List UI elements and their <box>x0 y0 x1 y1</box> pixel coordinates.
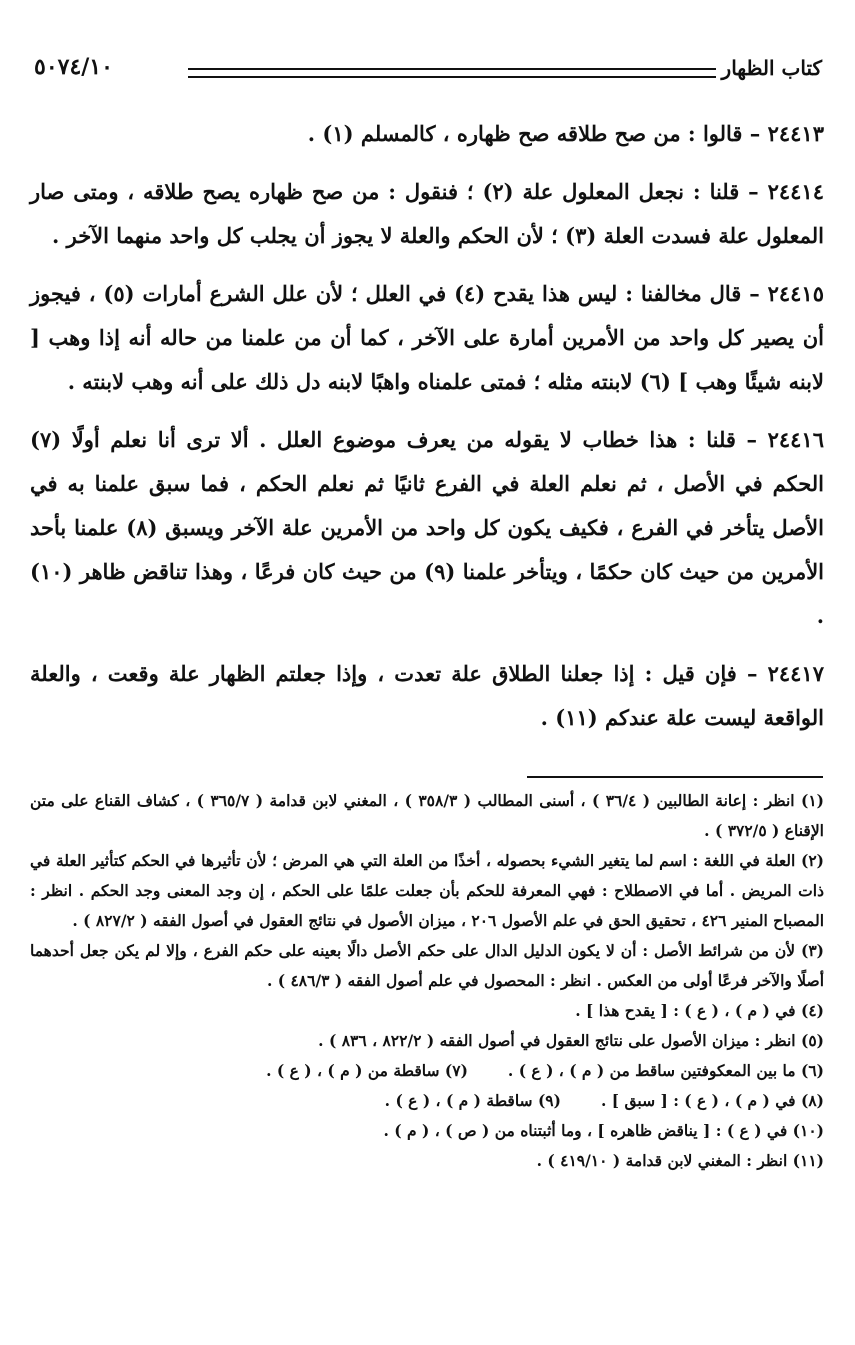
paragraph <box>30 112 824 156</box>
footnote: (٣) لأن من شرائط الأصل : أن لا يكون الدليل الدال على حكم الأصل دالًا بعينه على حكم الفرع ، وإلا لم يكن جعل أحدهما أصلًا والآخر فرعًا أولى من العكس . انظر : المحصول في علم أصول الفقه ( ٤٨٦/٣ ) . <box>30 941 824 990</box>
paragraph-number: ٢٤٤١٣ <box>767 121 824 146</box>
footnote: (٤) في ( م ) ، ( ع ) : [ يقدح هذا ] . <box>575 1001 824 1020</box>
paragraph-text: – فإن قيل : إذا جعلنا الطلاق علة تعدت ، وإذا جعلتم الظهار علة وقعت ، والعلة الواقعة ليست علة عندكم (١١) . <box>30 661 824 730</box>
footnote: (٩) ساقطة ( م ) ، ( ع ) . <box>384 1091 561 1110</box>
paragraph <box>30 652 824 740</box>
paragraph-text: – قلنا : هذا خطاب لا يقوله من يعرف موضوع العلل . ألا ترى أنا نعلم أولًا (٧) الحكم في الأصل ، ثم نعلم العلة في الفرع ثانيًا ثم نعلم الحكم ، فما سبق علمنا به في الأصل يتأخر في الفرع ، فكيف يكون كل واحد من الأمرين علة الآخر ويسبق (٨) علمنا بأحد الأمرين من حيث كان حكمًا ، ويتأخر علمنا (٩) من حيث كان فرعًا ، وهذا تناقض ظاهر (١٠) . <box>30 427 825 628</box>
header-double-rule <box>188 68 716 78</box>
paragraph-text: – قلنا : نجعل المعلول علة (٢) ؛ فنقول : من صح ظهاره يصح طلاقه ، ومتى صار المعلول علة فسدت العلة (٣) ؛ لأن الحكم والعلة لا يجوز أن يجلب كل واحد منهما الآخر . <box>30 179 824 248</box>
paragraph-number: ٢٤٤١٤ <box>767 179 824 204</box>
paragraph <box>30 418 824 638</box>
footnote-separator <box>527 776 823 778</box>
paragraph-text: – قال مخالفنا : ليس هذا يقدح (٤) في العلل ؛ لأن علل الشرع أمارات (٥) ، فيجوز أن يصير كل واحد من الأمرين أمارة على الآخر ، كما أن من علمنا من حاله أنه إذا وهب [ لابنه شيئًا وهب ] (٦) لابنته مثله ؛ فمتى علمناه واهبًا لابنه دل ذلك على أنه وهب لابنته . <box>30 281 824 394</box>
footnote: (٧) ساقطة من ( م ) ، ( ع ) . <box>266 1061 468 1080</box>
footnote: (١١) انظر : المغني لابن قدامة ( ٤١٩/١٠ ) . <box>536 1151 824 1170</box>
footnote-row <box>30 1086 824 1116</box>
page-number: ٥٠٧٤/١٠ <box>34 54 113 80</box>
footnote: (٨) في ( م ) ، ( ع ) : [ سبق ] . <box>600 1091 824 1110</box>
main-text <box>30 112 824 754</box>
paragraph <box>30 272 824 404</box>
footnote: (٦) ما بين المعكوفتين ساقط من ( م ) ، ( ع ) . <box>507 1061 824 1080</box>
running-header <box>28 52 828 92</box>
footnote: (٥) انظر : ميزان الأصول على نتائج العقول في أصول الفقه ( ٨٢٢/٢ ، ٨٣٦ ) . <box>318 1031 824 1050</box>
footnote-row <box>30 1056 824 1086</box>
paragraph <box>30 170 824 258</box>
paragraph-number: ٢٤٤١٧ <box>767 661 824 686</box>
footnote: (٢) العلة في اللغة : اسم لما يتغير الشيء بحصوله ، أخذًا من العلة التي هي المرض ؛ لأن تأثيرها في الحكم كتأثير العلة في ذات المريض . أما في الاصطلاح : فهي المعرفة للحكم بأن جعلت علمًا على الحكم ، إن وجد المعنى وجد الحكم . انظر : المصباح المنير ٤٢٦ ، تحقيق الحق في علم الأصول ٢٠٦ ، ميزان الأصول في نتائج العقول في أصول الفقه ( ٨٢٧/٢ ) . <box>30 851 824 930</box>
footnote: (١) انظر : إعانة الطالبين ( ٣٦/٤ ) ، أسنى المطالب ( ٣٥٨/٣ ) ، المغني لابن قدامة ( ٣٦٥/٧ ) ، كشاف القناع على متن الإقناع ( ٣٧٢/٥ ) . <box>30 791 824 840</box>
footnotes <box>30 786 824 1176</box>
footnote: (١٠) في ( ع ) : [ يناقض ظاهره ] ، وما أثبتناه من ( ص ) ، ( م ) . <box>383 1121 824 1140</box>
paragraph-text: – قالوا : من صح طلاقه صح ظهاره ، كالمسلم (١) . <box>307 121 768 146</box>
paragraph-number: ٢٤٤١٦ <box>767 427 824 452</box>
paragraph-number: ٢٤٤١٥ <box>767 281 824 306</box>
book-title: كتاب الظهار <box>721 56 822 80</box>
